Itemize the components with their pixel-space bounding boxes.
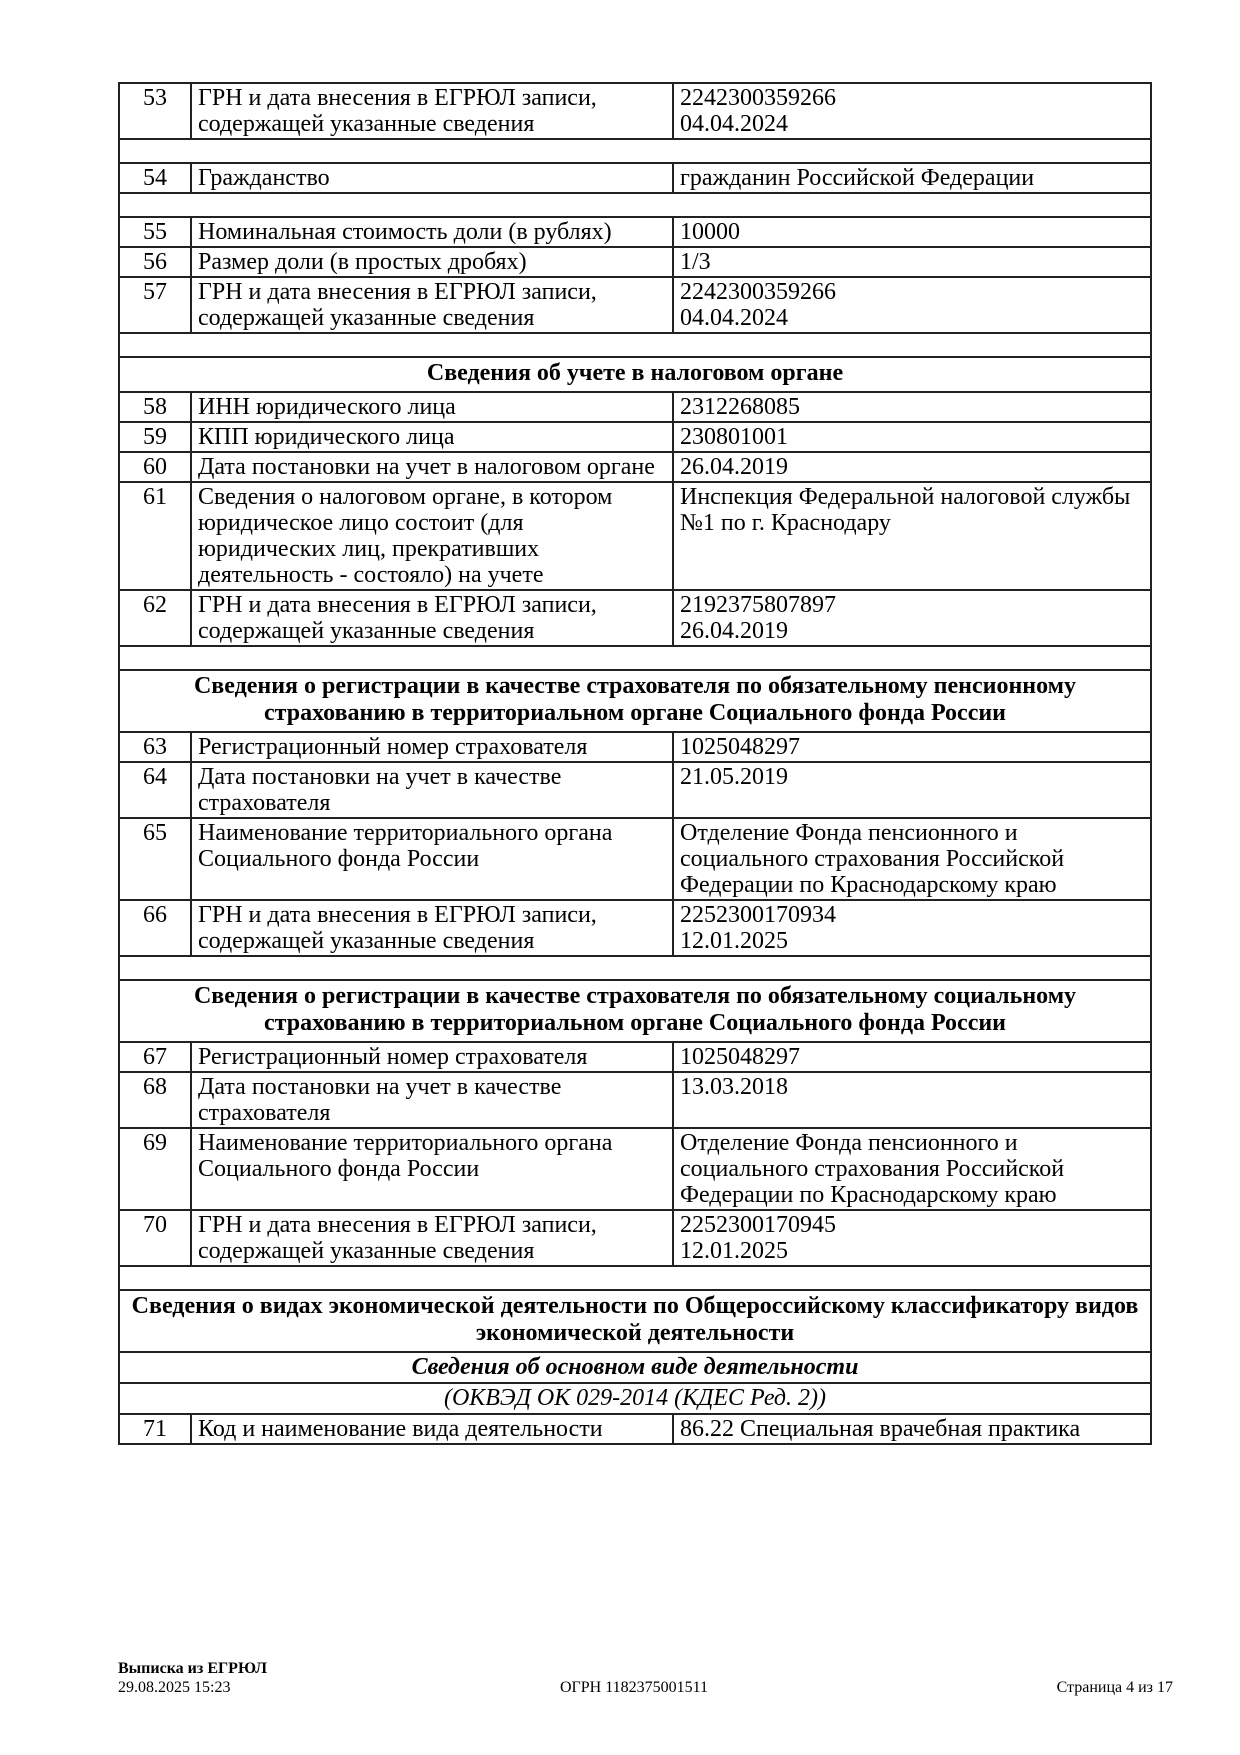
spacer-cell <box>119 956 1151 980</box>
section-header-social-insurance <box>119 980 1151 1042</box>
row-66-value-line2: 12.01.2025 <box>680 928 788 954</box>
row-53-value-line1: 2242300359266 <box>680 85 836 111</box>
row-58-value-line1: 2312268085 <box>680 394 800 420</box>
row-57-value-line2: 04.04.2024 <box>680 305 788 331</box>
section-header-okved-text: Сведения о видах экономической деятельности по Общероссийскому классификатору видов экономической деятельности <box>119 1290 1151 1352</box>
row-59 <box>119 422 1151 452</box>
row-68 <box>119 1072 1151 1128</box>
row-60-label: Дата постановки на учет в налоговом органе <box>191 452 673 482</box>
row-58-value <box>673 392 1151 422</box>
row-71-number: 71 <box>119 1414 191 1444</box>
row-55-value <box>673 217 1151 247</box>
section-header-okved <box>119 1290 1151 1352</box>
row-70-value <box>673 1210 1151 1266</box>
row-53-label: ГРН и дата внесения в ЕГРЮЛ записи, содержащей указанные сведения <box>191 83 673 139</box>
row-68-number: 68 <box>119 1072 191 1128</box>
row-61 <box>119 482 1151 590</box>
row-65-value <box>673 818 1151 900</box>
row-53-value <box>673 83 1151 139</box>
spacer-row <box>119 193 1151 217</box>
row-53-number: 53 <box>119 83 191 139</box>
document-type-label: Выписка из ЕГРЮЛ <box>118 1660 268 1677</box>
row-57-label: ГРН и дата внесения в ЕГРЮЛ записи, содержащей указанные сведения <box>191 277 673 333</box>
row-65 <box>119 818 1151 900</box>
spacer-row <box>119 646 1151 670</box>
row-62-value <box>673 590 1151 646</box>
row-64-value-line1: 21.05.2019 <box>680 764 788 790</box>
row-71-value-line1: 86.22 Специальная врачебная практика <box>680 1416 1081 1442</box>
spacer-cell <box>119 139 1151 163</box>
row-70-value-line1: 2252300170945 <box>680 1212 836 1238</box>
row-60 <box>119 452 1151 482</box>
subsection-header-okved-classifier <box>119 1383 1151 1414</box>
row-68-value <box>673 1072 1151 1128</box>
subsection-header-okved-classifier-text: (ОКВЭД ОК 029-2014 (КДЕС Ред. 2)) <box>119 1383 1151 1414</box>
row-67-number: 67 <box>119 1042 191 1072</box>
row-61-value <box>673 482 1151 590</box>
row-66-label: ГРН и дата внесения в ЕГРЮЛ записи, содержащей указанные сведения <box>191 900 673 956</box>
row-61-label: Сведения о налоговом органе, в котором юридическое лицо состоит (для юридических лиц, прекративших деятельность - состояло) на учете <box>191 482 673 590</box>
row-70-value-line2: 12.01.2025 <box>680 1238 788 1264</box>
row-56 <box>119 247 1151 277</box>
row-67-label: Регистрационный номер страхователя <box>191 1042 673 1072</box>
extract-datetime: 29.08.2025 15:23 <box>118 1679 231 1696</box>
row-60-value-line1: 26.04.2019 <box>680 454 788 480</box>
row-54-value <box>673 163 1151 193</box>
spacer-row <box>119 1266 1151 1290</box>
row-69-number: 69 <box>119 1128 191 1210</box>
row-59-value-line1: 230801001 <box>680 424 788 450</box>
row-71 <box>119 1414 1151 1444</box>
subsection-header-main-activity <box>119 1352 1151 1383</box>
spacer-cell <box>119 193 1151 217</box>
row-66-value-line1: 2252300170934 <box>680 902 836 928</box>
spacer-row <box>119 333 1151 357</box>
row-69-value <box>673 1128 1151 1210</box>
row-63-value-line1: 1025048297 <box>680 734 800 760</box>
row-64-number: 64 <box>119 762 191 818</box>
row-61-value-line1: Инспекция Федеральной налоговой службы №1 по г. Краснодару <box>680 484 1131 536</box>
row-70-label: ГРН и дата внесения в ЕГРЮЛ записи, содержащей указанные сведения <box>191 1210 673 1266</box>
row-55-number: 55 <box>119 217 191 247</box>
subsection-header-main-activity-text: Сведения об основном виде деятельности <box>119 1352 1151 1383</box>
row-59-value <box>673 422 1151 452</box>
row-66-value <box>673 900 1151 956</box>
row-65-value-line1: Отделение Фонда пенсионного и социального страхования Российской Федерации по Краснодарскому краю <box>680 820 1065 898</box>
row-63-number: 63 <box>119 732 191 762</box>
row-67-value-line1: 1025048297 <box>680 1044 800 1070</box>
section-header-social-insurance-text: Сведения о регистрации в качестве страхователя по обязательному социальному страхованию в территориальном органе Социального фонда России <box>119 980 1151 1042</box>
row-58-label: ИНН юридического лица <box>191 392 673 422</box>
row-64-value <box>673 762 1151 818</box>
row-57-value-line1: 2242300359266 <box>680 279 836 305</box>
row-68-value-line1: 13.03.2018 <box>680 1074 788 1100</box>
row-67 <box>119 1042 1151 1072</box>
spacer-row <box>119 956 1151 980</box>
row-55-value-line1: 10000 <box>680 219 740 245</box>
row-61-number: 61 <box>119 482 191 590</box>
row-56-value-line1: 1/3 <box>680 249 711 275</box>
spacer-cell <box>119 333 1151 357</box>
row-71-value <box>673 1414 1151 1444</box>
row-58-number: 58 <box>119 392 191 422</box>
row-59-number: 59 <box>119 422 191 452</box>
spacer-cell <box>119 646 1151 670</box>
spacer-row <box>119 139 1151 163</box>
row-62-value-line1: 2192375807897 <box>680 592 836 618</box>
row-62-label: ГРН и дата внесения в ЕГРЮЛ записи, содержащей указанные сведения <box>191 590 673 646</box>
row-63 <box>119 732 1151 762</box>
spacer-cell <box>119 1266 1151 1290</box>
row-63-value <box>673 732 1151 762</box>
row-59-label: КПП юридического лица <box>191 422 673 452</box>
row-66 <box>119 900 1151 956</box>
row-55 <box>119 217 1151 247</box>
row-66-number: 66 <box>119 900 191 956</box>
row-53-value-line2: 04.04.2024 <box>680 111 788 137</box>
page-number: Страница 4 из 17 <box>1056 1679 1173 1696</box>
row-62 <box>119 590 1151 646</box>
row-68-label: Дата постановки на учет в качестве страхователя <box>191 1072 673 1128</box>
row-70-number: 70 <box>119 1210 191 1266</box>
row-54-value-line1: гражданин Российской Федерации <box>680 165 1035 191</box>
row-71-label: Код и наименование вида деятельности <box>191 1414 673 1444</box>
row-54 <box>119 163 1151 193</box>
row-54-number: 54 <box>119 163 191 193</box>
ogrn-label: ОГРН 1182375001511 <box>559 1679 709 1696</box>
row-55-label: Номинальная стоимость доли (в рублях) <box>191 217 673 247</box>
row-64-label: Дата постановки на учет в качестве страхователя <box>191 762 673 818</box>
section-header-pension-insurance <box>119 670 1151 732</box>
row-69 <box>119 1128 1151 1210</box>
row-57-number: 57 <box>119 277 191 333</box>
row-64 <box>119 762 1151 818</box>
row-56-number: 56 <box>119 247 191 277</box>
row-58 <box>119 392 1151 422</box>
row-65-number: 65 <box>119 818 191 900</box>
row-70 <box>119 1210 1151 1266</box>
row-54-label: Гражданство <box>191 163 673 193</box>
row-63-label: Регистрационный номер страхователя <box>191 732 673 762</box>
row-57 <box>119 277 1151 333</box>
row-62-value-line2: 26.04.2019 <box>680 618 788 644</box>
row-65-label: Наименование территориального органа Социального фонда России <box>191 818 673 900</box>
egrul-details-table <box>118 82 1152 1445</box>
section-header-tax-registration <box>119 357 1151 392</box>
row-67-value <box>673 1042 1151 1072</box>
row-57-value <box>673 277 1151 333</box>
row-60-value <box>673 452 1151 482</box>
row-53 <box>119 83 1151 139</box>
row-62-number: 62 <box>119 590 191 646</box>
row-69-label: Наименование территориального органа Социального фонда России <box>191 1128 673 1210</box>
row-60-number: 60 <box>119 452 191 482</box>
row-56-label: Размер доли (в простых дробях) <box>191 247 673 277</box>
section-header-pension-insurance-text: Сведения о регистрации в качестве страхователя по обязательному пенсионному страхованию в территориальном органе Социального фонда России <box>119 670 1151 732</box>
section-header-tax-registration-text: Сведения об учете в налоговом органе <box>119 357 1151 392</box>
row-69-value-line1: Отделение Фонда пенсионного и социального страхования Российской Федерации по Краснодарскому краю <box>680 1130 1065 1208</box>
row-56-value <box>673 247 1151 277</box>
